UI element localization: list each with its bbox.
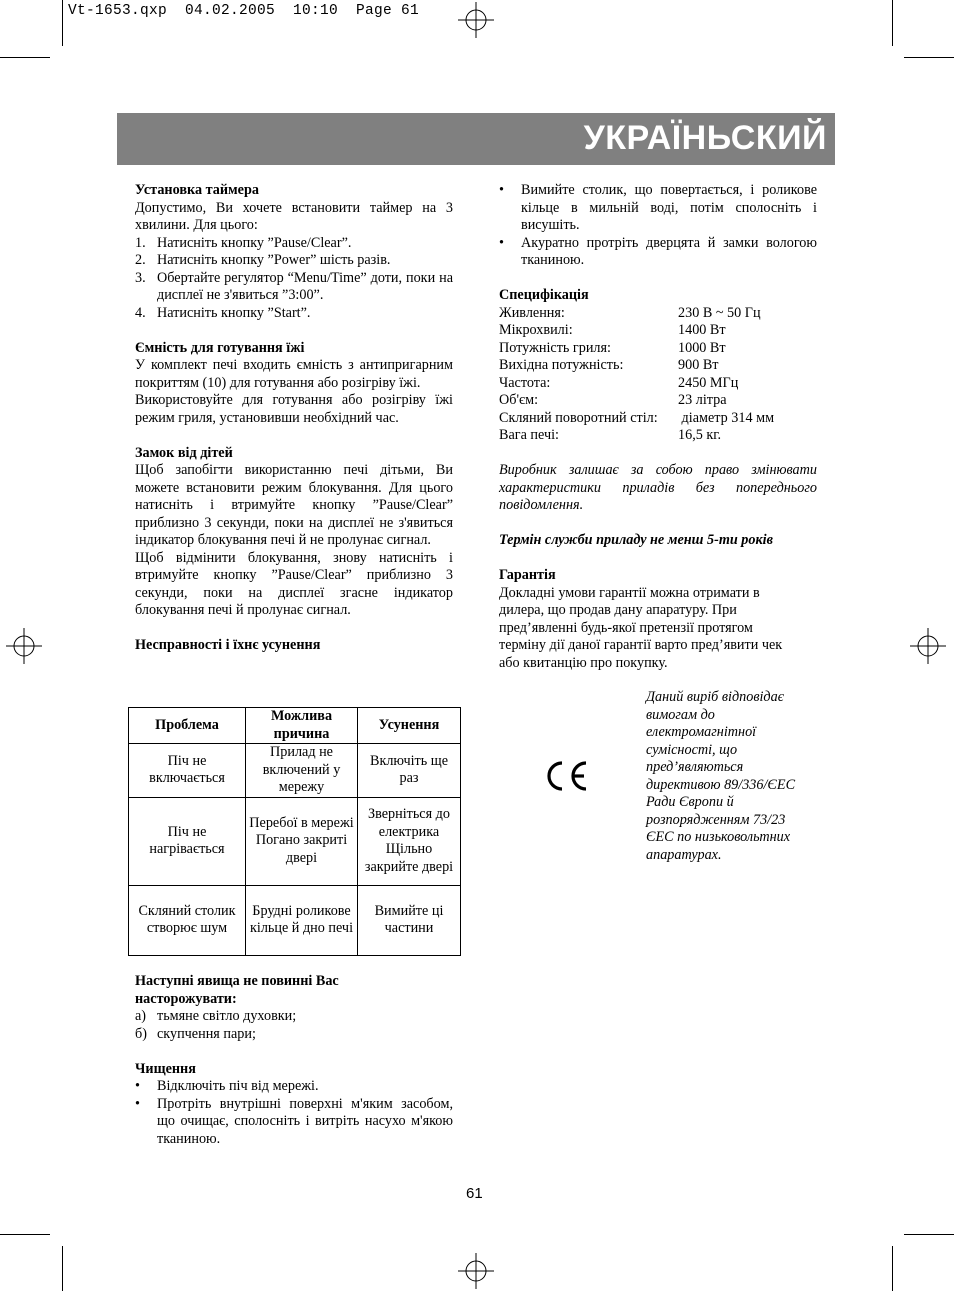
ce-note-line: директивою 89/336/ЄЕС — [646, 776, 796, 793]
registration-mark-top — [458, 2, 494, 38]
table-row — [129, 744, 461, 798]
service-life: Термін служби приладу не менш 5-ти років — [499, 532, 773, 548]
ce-note-line: апаратурах. — [646, 846, 722, 863]
warranty-line: Докладні умови гарантії можна отримати в — [499, 584, 760, 601]
left-column — [135, 182, 453, 655]
ce-compliance-note — [646, 689, 826, 864]
page-number: 61 — [466, 1185, 483, 1202]
ce-note-line: Даний виріб відповідає — [646, 689, 784, 705]
table-cell: Вимийте ці частини — [358, 885, 461, 955]
table-header-row — [129, 708, 461, 744]
warranty-line: дилера, що продав дану апаратуру. При — [499, 602, 737, 618]
table-header: Усунення — [358, 708, 461, 744]
warranty-line: або квитанцію про покупку. — [499, 654, 668, 671]
faults-table — [128, 707, 461, 956]
timer-step: 1. Натисніть кнопку ”Pause/Clear”. — [135, 234, 352, 251]
warranty-line: пред’явленні будь-якої претензії протягом — [499, 619, 753, 636]
spec-row: Вага печі: 16,5 кг. — [499, 427, 722, 443]
list-item: а) тьмяне світло духовки; — [135, 1008, 297, 1024]
registration-mark-left — [6, 628, 42, 664]
table-header: Можлива причина — [246, 708, 358, 744]
spec-heading: Специфікація — [499, 287, 589, 303]
ce-note-line: електромагнітної — [646, 724, 757, 740]
table-cell: Скляний столик створює шум — [129, 885, 246, 955]
table-cell: Піч не нагрівається — [129, 797, 246, 885]
table-cell: Прилад не включений у мережу — [246, 744, 358, 798]
spec-row: Об'єм: 23 літра — [499, 392, 727, 408]
ce-note-line: Ради Європи й — [646, 794, 734, 810]
timer-step: 2. Натисніть кнопку ”Power” шість разів. — [135, 252, 391, 268]
table-cell: Включіть ще раз — [358, 744, 461, 798]
container-paragraph: Використовуйте для готування або розігріву їжі режим гриля, установивши необхідний час. — [135, 392, 453, 426]
spec-row: Частота: 2450 МГц — [499, 374, 739, 391]
table-cell: Перебої в мережі Погано закриті двері — [246, 797, 358, 885]
ce-note-line: вимогам до — [646, 706, 715, 723]
table-cell: Піч не включається — [129, 744, 246, 798]
list-item: • Вимийте столик, що повертається, і роликове кільце в мильній воді, потім сполосніть і висушіть. — [499, 182, 817, 233]
right-column — [499, 182, 817, 672]
list-item: • Акуратно протріть дверцята й замки вологою тканиною. — [499, 234, 817, 268]
child-lock-paragraph: Щоб запобігти використанню печі дітьми, Ви можете встановити режим блокування. Для цього натисніть і втримуйте кнопку ”Pause/Clear” приблизно 3 секунди, поки на дисплеї не з'явиться індикатор блокування печі й не пролунає сигнал. — [135, 462, 453, 548]
timer-step: 4. Натисніть кнопку ”Start”. — [135, 304, 311, 321]
ce-note-line: розпорядженням 73/23 — [646, 811, 786, 828]
table-cell: Зверніться до електрика Щільно закрийте двері — [358, 797, 461, 885]
list-item: • Відключіть піч від мережі. — [135, 1078, 319, 1094]
table-row — [129, 797, 461, 885]
registration-mark-right — [910, 628, 946, 664]
spec-row: Вихідна потужність: 900 Вт — [499, 357, 719, 373]
table-cell: Брудні роликове кільце й дно печі — [246, 885, 358, 955]
ce-note-line: сумісності, що — [646, 741, 738, 758]
banner-title: УКРАЇНЬСКИЙ — [583, 119, 827, 157]
warranty-heading: Гарантія — [499, 567, 556, 583]
left-column-bottom — [135, 973, 453, 1148]
ce-mark-icon — [542, 758, 590, 794]
registration-mark-bottom — [458, 1253, 494, 1289]
list-item: б) скупчення пари; — [135, 1025, 256, 1042]
timer-step: 3. Обертайте регулятор “Menu/Time” доти, поки на дисплеї не з'явиться ”3:00”. — [135, 269, 453, 303]
ce-note-line: пред’являються — [646, 759, 744, 775]
spec-row: Потужність гриля: 1000 Вт — [499, 339, 726, 356]
printer-slug: Vt-1653.qxp 04.02.2005 10:10 Page 61 — [68, 3, 420, 19]
warranty-line: терміну дії даної гарантії варто пред’явити чек — [499, 637, 783, 653]
spec-row: Скляний поворотний стіл: діаметр 314 мм — [499, 409, 775, 426]
spec-row: Мікрохвилі: 1400 Вт — [499, 322, 726, 338]
list-item: • Протріть внутрішні поверхні м'яким засобом, що очищає, сполосніть і витріть насухо м'якою тканиною. — [135, 1095, 453, 1147]
cleaning-heading: Чищення — [135, 1060, 196, 1077]
phenomena-heading: Наступні явища не повинні Вас насторожувати: — [135, 973, 339, 1007]
ce-note-line: ЄЕС по низьковольтних — [646, 829, 791, 845]
faults-heading: Несправності і їхнє усунення — [135, 637, 321, 653]
container-heading: Ємність для готування їжі — [135, 339, 305, 356]
manufacturer-note: Виробник залишає за собою право змінювати характеристики приладів без попереднього повідомлення. — [499, 462, 817, 513]
child-lock-paragraph: Щоб відмінити блокування, знову натисніть і втримуйте кнопку ”Pause/Clear” приблизно 3 секунди, поки на дисплеї згасне індикатор блокування печі й пролунає сигнал. — [135, 549, 453, 618]
child-lock-heading: Замок від дітей — [135, 444, 233, 461]
container-paragraph: У комплект печі входить ємність з антипригарним покриттям (10) для готування або розігріву їжі. — [135, 357, 453, 391]
timer-heading: Установка таймера — [135, 182, 259, 198]
timer-intro: Допустимо, Ви хочете встановити таймер на 3 хвилини. Для цього: — [135, 199, 453, 233]
table-header: Проблема — [129, 708, 246, 744]
table-row — [129, 885, 461, 955]
spec-row: Живлення: 230 В ~ 50 Гц — [499, 304, 761, 321]
language-banner — [117, 113, 835, 165]
